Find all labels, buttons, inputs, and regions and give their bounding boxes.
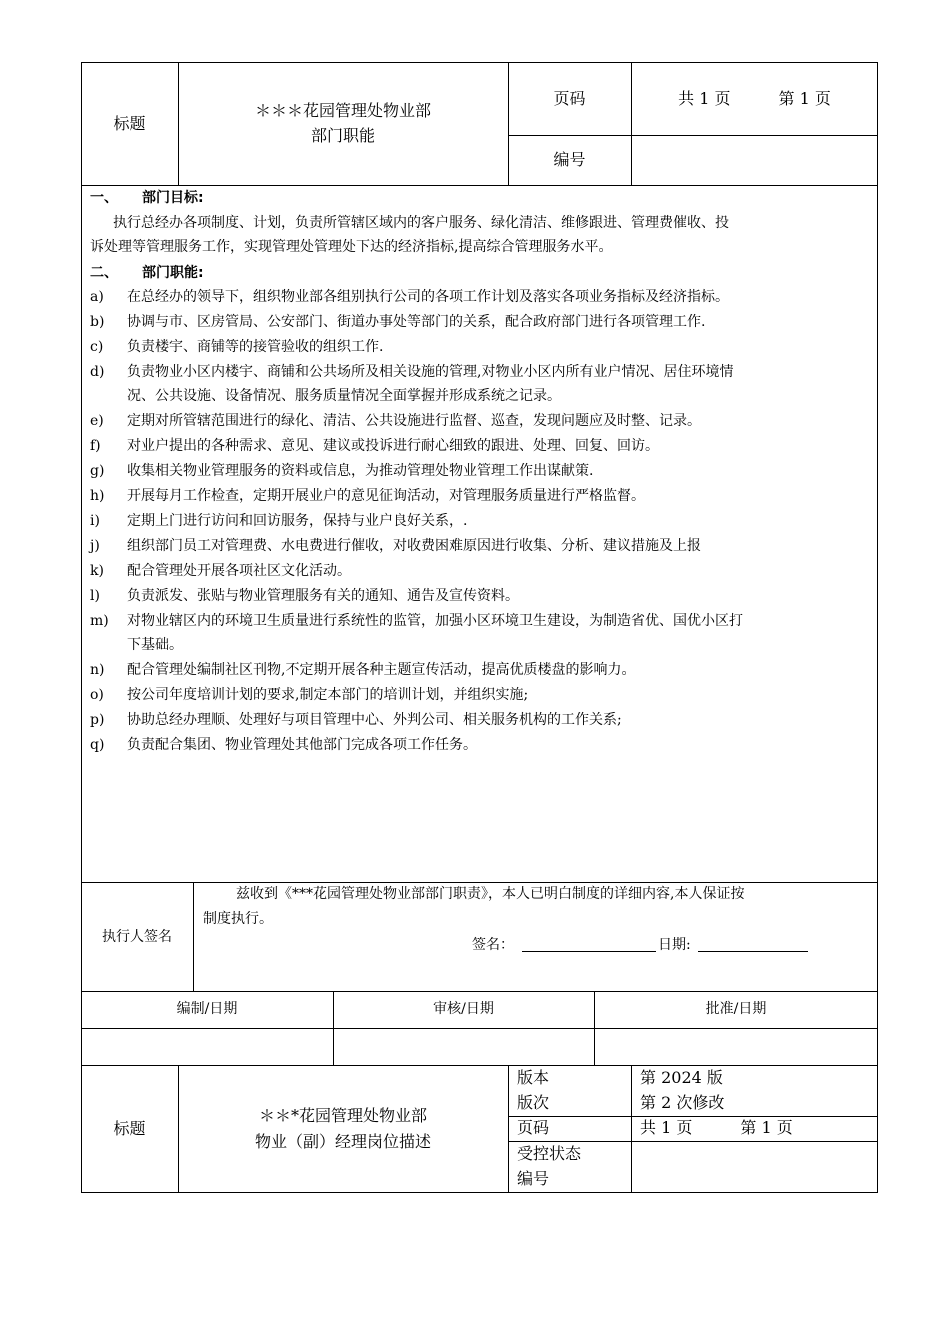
list-item-text: 对物业辖区内的环境卫生质量进行系统性的监管，加强小区环境卫生建设，为制造省优、国优小区打 <box>127 613 743 629</box>
section1-text-line1: 执行总经办各项制度、计划，负责所管辖区域内的客户服务、绿化清洁、维修跟进、管理费催收、投 <box>113 215 729 231</box>
divider <box>508 1116 878 1117</box>
sign-field[interactable] <box>522 951 656 952</box>
list-item-text: 收集相关物业管理服务的资料或信息，为推动管理处物业管理工作出谋献策. <box>127 463 594 479</box>
list-item-label: d) <box>90 364 105 380</box>
footer-title-line1: ＊＊*花园管理处物业部 <box>258 1106 427 1125</box>
list-item-label: e) <box>90 413 104 429</box>
divider <box>631 1065 632 1193</box>
list-item-text: 定期上门进行访问和回访服务，保持与业户良好关系，. <box>127 513 468 529</box>
header-page-label: 页码 <box>553 89 586 108</box>
header-title-line1: ＊＊＊花园管理处物业部 <box>254 101 431 120</box>
list-item-label: p) <box>90 712 105 728</box>
section1-title: 部门目标: <box>142 190 204 206</box>
header-title-line2: 部门职能 <box>310 126 375 145</box>
list-item-label: j) <box>90 538 100 554</box>
review-date-header: 审核/日期 <box>433 1001 494 1017</box>
list-item-text: 开展每月工作检查，定期开展业户的意见征询活动，对管理服务质量进行严格监督。 <box>127 488 645 504</box>
footer-page-label: 页码 <box>517 1118 550 1137</box>
revision-label: 版次 <box>517 1093 550 1112</box>
section2-title: 部门职能: <box>142 265 204 281</box>
control-status-label: 受控状态 <box>517 1144 582 1163</box>
list-item-text: 负责物业小区内楼宇、商铺和公共场所及相关设施的管理,对物业小区内所有业户情况、居住环境情 <box>127 364 734 380</box>
list-item-label: b) <box>90 314 105 330</box>
list-item-label: q) <box>90 737 105 753</box>
list-item-text: 在总经办的领导下，组织物业部各组别执行公司的各项工作计划及落实各项业务指标及经济指标。 <box>127 289 729 305</box>
list-item-text: 对业户提出的各种需求、意见、建议或投诉进行耐心细致的跟进、处理、回复、回访。 <box>127 438 659 454</box>
list-item-text: 配合管理处编制社区刊物,不定期开展各种主题宣传活动，提高优质楼盘的影响力。 <box>127 662 636 678</box>
section1-number: 一、 <box>90 190 118 206</box>
prepare-date-header: 编制/日期 <box>176 1001 238 1017</box>
divider <box>508 1141 878 1142</box>
list-item-label: a) <box>90 289 104 305</box>
header-table <box>81 62 878 186</box>
list-item-text: 协调与市、区房管局、公安部门、街道办事处等部门的关系，配合政府部门进行各项管理工作. <box>127 314 706 330</box>
sign-label: 签名： <box>472 937 514 953</box>
list-item-label: h) <box>90 488 105 504</box>
list-item-label: m) <box>90 613 109 629</box>
revision-value: 第 2 次修改 <box>640 1093 725 1112</box>
list-item-text: 负责楼宇、商铺等的接管验收的组织工作. <box>127 339 384 355</box>
footer-page-value: 共 1 页 第 1 页 <box>640 1118 793 1137</box>
section2-number: 二、 <box>90 265 118 281</box>
list-item-text: 按公司年度培训计划的要求,制定本部门的培训计划，并组织实施; <box>127 687 529 703</box>
footer-number-label: 编号 <box>517 1169 550 1188</box>
list-item-label: i) <box>90 513 100 529</box>
divider <box>193 882 194 992</box>
signature-text-line1: 兹收到《***花园管理处物业部部门职责》，本人已明白制度的详细内容,本人保证按 <box>236 886 745 902</box>
date-field[interactable] <box>698 951 808 952</box>
list-item-text-cont: 下基础。 <box>127 637 183 653</box>
divider <box>178 1065 179 1193</box>
list-item-label: o) <box>90 687 104 703</box>
list-item-text: 定期对所管辖范围进行的绿化、清洁、公共设施进行监督、巡查，发现问题应及时整、记录。 <box>127 413 701 429</box>
footer-title-line2: 物业（副）经理岗位描述 <box>254 1132 431 1151</box>
list-item-label: g) <box>90 463 105 479</box>
edition-value: 第 2024 版 <box>640 1068 723 1087</box>
divider <box>508 135 878 136</box>
footer-title-label: 标题 <box>113 1119 146 1138</box>
list-item-label: c) <box>90 339 104 355</box>
header-page-value: 共 1 页 第 1 页 <box>678 89 831 108</box>
date-label: 日期: <box>658 937 691 953</box>
list-item-text: 协助总经办理顺、处理好与项目管理中心、外判公司、相关服务机构的工作关系; <box>127 712 622 728</box>
edition-label: 版本 <box>517 1068 550 1087</box>
approve-date-header: 批准/日期 <box>705 1001 767 1017</box>
divider <box>508 1065 509 1193</box>
list-item-label: f) <box>90 438 101 454</box>
signature-label: 执行人签名 <box>102 929 172 945</box>
header-number-label: 编号 <box>553 150 586 169</box>
header-title-label: 标题 <box>113 114 146 133</box>
section1-text-line2: 诉处理等管理服务工作，实现管理处管理处下达的经济指标,提高综合管理服务水平。 <box>90 239 613 255</box>
signature-text-line2: 制度执行。 <box>203 911 273 927</box>
list-item-text: 组织部门员工对管理费、水电费进行催收，对收费困难原因进行收集、分析、建议措施及上报 <box>127 538 701 554</box>
list-item-label: l) <box>90 588 100 604</box>
divider <box>631 62 632 186</box>
divider <box>81 1028 878 1029</box>
list-item-text: 负责配合集团、物业管理处其他部门完成各项工作任务。 <box>127 737 477 753</box>
divider <box>178 62 179 186</box>
list-item-label: n) <box>90 662 105 678</box>
list-item-text: 配合管理处开展各项社区文化活动。 <box>127 563 351 579</box>
list-item-label: k) <box>90 563 104 579</box>
list-item-text: 负责派发、张贴与物业管理服务有关的通知、通告及宣传资料。 <box>127 588 519 604</box>
list-item-text-cont: 况、公共设施、设备情况、服务质量情况全面掌握并形成系统之记录。 <box>127 388 561 404</box>
